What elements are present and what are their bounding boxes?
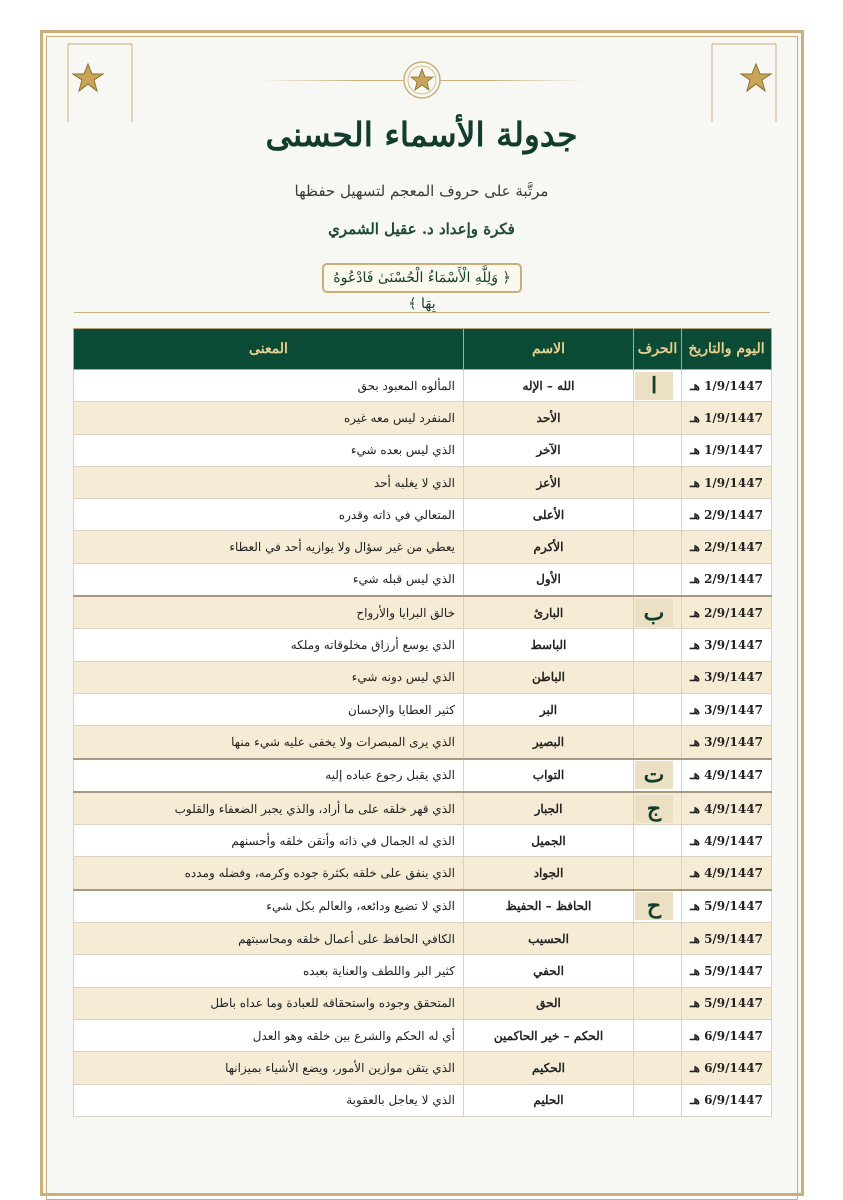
- table-row: [74, 434, 772, 466]
- cell-name: الباطن: [464, 661, 634, 693]
- cell-meaning: المتحقق وجوده واستحقاقه للعبادة وما عداه باطل: [74, 987, 464, 1019]
- cell-name: الجواد: [464, 857, 634, 890]
- cell-date: 2/9/1447 هـ: [682, 596, 772, 629]
- cell-letter: [634, 370, 682, 402]
- cell-name: التواب: [464, 759, 634, 792]
- cell-meaning: الذي لا يغلبه أحد: [74, 466, 464, 498]
- cell-letter: [634, 825, 682, 857]
- cell-name: الأكرم: [464, 531, 634, 563]
- cell-date: 6/9/1447 هـ: [682, 1019, 772, 1051]
- cell-letter: [634, 792, 682, 825]
- cell-name: الحليم: [464, 1084, 634, 1116]
- table-row: [74, 563, 772, 596]
- cell-date: 5/9/1447 هـ: [682, 890, 772, 923]
- cell-date: 1/9/1447 هـ: [682, 466, 772, 498]
- cell-date: 3/9/1447 هـ: [682, 726, 772, 759]
- table-row: [74, 693, 772, 725]
- table-row: [74, 531, 772, 563]
- cell-meaning: الذي يتقن موازين الأمور، ويضع الأشياء بميزانها: [74, 1052, 464, 1084]
- cell-letter: [634, 693, 682, 725]
- cell-name: الحسيب: [464, 923, 634, 955]
- letter-badge: ب: [635, 599, 673, 627]
- cell-meaning: الذي يرى المبصرات ولا يخفى عليه شيء منها: [74, 726, 464, 759]
- table-row: [74, 1084, 772, 1116]
- letter-badge: ت: [635, 761, 673, 789]
- table-row: [74, 661, 772, 693]
- cell-letter: [634, 890, 682, 923]
- page-subtitle: مرتَّبة على حروف المعجم لتسهيل حفظها: [294, 182, 549, 200]
- cell-meaning: المنفرد ليس معه غيره: [74, 402, 464, 434]
- names-table: [73, 328, 772, 1117]
- cell-name: الحكيم: [464, 1052, 634, 1084]
- cell-meaning: الذي لا تضيع ودائعه، والعالم بكل شيء: [74, 890, 464, 923]
- table-row: [74, 370, 772, 402]
- table-row: [74, 825, 772, 857]
- table-row: [74, 857, 772, 890]
- table-row: [74, 402, 772, 434]
- cell-letter: [634, 563, 682, 596]
- verse-box: ﴿ وَلِلَّهِ الْأَسْمَاءُ الْحُسْنَىٰ فَادْعُوهُ بِهَا ﴾: [322, 263, 522, 293]
- cell-meaning: الذي ليس بعده شيء: [74, 434, 464, 466]
- cell-letter: [634, 1052, 682, 1084]
- cell-date: 5/9/1447 هـ: [682, 955, 772, 987]
- cell-meaning: الكافي الحافظ على أعمال خلقه ومحاسبتهم: [74, 923, 464, 955]
- cell-date: 4/9/1447 هـ: [682, 857, 772, 890]
- cell-date: 1/9/1447 هـ: [682, 434, 772, 466]
- cell-date: 2/9/1447 هـ: [682, 499, 772, 531]
- cell-name: البارئ: [464, 596, 634, 629]
- cell-meaning: الذي ليس دونه شيء: [74, 661, 464, 693]
- cell-meaning: الذي قهر خلقه على ما أراد، والذي يجبر الضعفاء والقلوب: [74, 792, 464, 825]
- cell-date: 4/9/1447 هـ: [682, 792, 772, 825]
- table-row: [74, 466, 772, 498]
- table-row: [74, 1052, 772, 1084]
- table-row: [74, 955, 772, 987]
- column-header-meaning: المعنى: [74, 329, 464, 370]
- table-row: [74, 890, 772, 923]
- cell-letter: [634, 857, 682, 890]
- cell-letter: [634, 1084, 682, 1116]
- cell-meaning: الذي له الجمال في ذاته وأتقن خلقه وأحسنهم: [74, 825, 464, 857]
- cell-name: الأول: [464, 563, 634, 596]
- cell-date: 4/9/1447 هـ: [682, 759, 772, 792]
- column-header-letter: الحرف: [634, 329, 682, 370]
- center-star-icon: [402, 60, 442, 100]
- table-row: [74, 596, 772, 629]
- column-header-name: الاسم: [464, 329, 634, 370]
- cell-letter: [634, 531, 682, 563]
- cell-letter: [634, 661, 682, 693]
- cell-date: 6/9/1447 هـ: [682, 1084, 772, 1116]
- table-row: [74, 726, 772, 759]
- cell-meaning: خالق البرايا والأرواح: [74, 596, 464, 629]
- cell-letter: [634, 402, 682, 434]
- cell-name: الجميل: [464, 825, 634, 857]
- cell-meaning: أي له الحكم والشرع بين خلقه وهو العدل: [74, 1019, 464, 1051]
- column-header-date: اليوم والتاريخ: [682, 329, 772, 370]
- cell-meaning: الذي لا يعاجل بالعقوبة: [74, 1084, 464, 1116]
- cell-meaning: يعطي من غير سؤال ولا يوازيه أحد في العطاء: [74, 531, 464, 563]
- cell-meaning: المألوه المعبود بحق: [74, 370, 464, 402]
- cell-letter: [634, 726, 682, 759]
- cell-name: الأعز: [464, 466, 634, 498]
- table-row: [74, 499, 772, 531]
- cell-name: الحافظ – الحفيظ: [464, 890, 634, 923]
- cell-letter: [634, 434, 682, 466]
- cell-date: 5/9/1447 هـ: [682, 923, 772, 955]
- table-row: [74, 1019, 772, 1051]
- cell-name: البر: [464, 693, 634, 725]
- cell-letter: [634, 466, 682, 498]
- cell-date: 2/9/1447 هـ: [682, 563, 772, 596]
- cell-name: البصير: [464, 726, 634, 759]
- cell-name: الله – الإله: [464, 370, 634, 402]
- table-header-row: [74, 329, 772, 370]
- cell-meaning: الذي ليس قبله شيء: [74, 563, 464, 596]
- table-body: [74, 370, 772, 1117]
- cell-letter: [634, 596, 682, 629]
- section-divider: [74, 312, 770, 313]
- cell-name: الحفي: [464, 955, 634, 987]
- cell-letter: [634, 923, 682, 955]
- cell-name: الحكم – خير الحاكمين: [464, 1019, 634, 1051]
- author-credit: فكرة وإعداد د. عقيل الشمري: [328, 220, 515, 238]
- table-row: [74, 629, 772, 661]
- cell-date: 1/9/1447 هـ: [682, 370, 772, 402]
- cell-date: 3/9/1447 هـ: [682, 693, 772, 725]
- letter-badge: ح: [635, 892, 673, 920]
- cell-meaning: الذي يوسع أرزاق مخلوقاته وملكه: [74, 629, 464, 661]
- table-row: [74, 923, 772, 955]
- cell-name: الباسط: [464, 629, 634, 661]
- letter-badge: ا: [635, 372, 673, 400]
- cell-letter: [634, 629, 682, 661]
- cell-name: الآخر: [464, 434, 634, 466]
- cell-date: 3/9/1447 هـ: [682, 661, 772, 693]
- table-row: [74, 792, 772, 825]
- cell-name: الأعلى: [464, 499, 634, 531]
- cell-meaning: كثير البر واللطف والعناية بعبده: [74, 955, 464, 987]
- cell-letter: [634, 1019, 682, 1051]
- table-row: [74, 987, 772, 1019]
- table-row: [74, 759, 772, 792]
- cell-date: 6/9/1447 هـ: [682, 1052, 772, 1084]
- cell-date: 1/9/1447 هـ: [682, 402, 772, 434]
- cell-name: الأحد: [464, 402, 634, 434]
- cell-meaning: الذي يقبل رجوع عباده إليه: [74, 759, 464, 792]
- cell-letter: [634, 987, 682, 1019]
- letter-badge: ج: [635, 795, 673, 823]
- cell-date: 3/9/1447 هـ: [682, 629, 772, 661]
- cell-letter: [634, 759, 682, 792]
- cell-letter: [634, 499, 682, 531]
- cell-name: الجبار: [464, 792, 634, 825]
- page-title: جدولة الأسماء الحسنى: [265, 115, 578, 154]
- cell-date: 4/9/1447 هـ: [682, 825, 772, 857]
- corner-ornament-top-left: [62, 42, 134, 124]
- cell-date: 5/9/1447 هـ: [682, 987, 772, 1019]
- cell-meaning: الذي ينفق على خلقه بكثرة جوده وكرمه، وفضله ومدده: [74, 857, 464, 890]
- cell-meaning: كثير العطايا والإحسان: [74, 693, 464, 725]
- cell-date: 2/9/1447 هـ: [682, 531, 772, 563]
- corner-ornament-top-right: [710, 42, 782, 124]
- cell-meaning: المتعالي في ذاته وقدره: [74, 499, 464, 531]
- cell-letter: [634, 955, 682, 987]
- cell-name: الحق: [464, 987, 634, 1019]
